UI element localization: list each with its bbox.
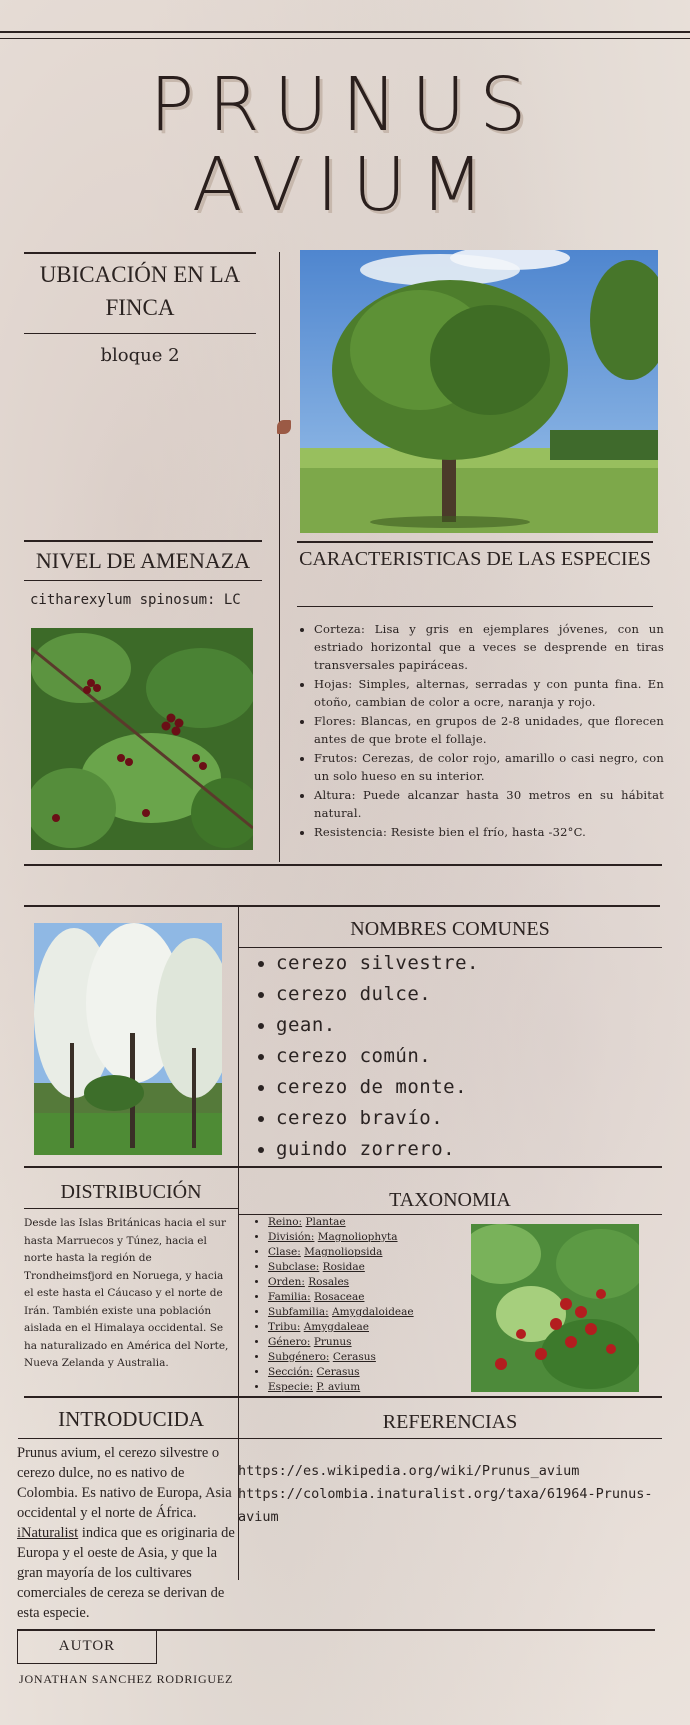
ubicacion-value: bloque 2 xyxy=(100,345,180,366)
page-title-line1: PRUNUS xyxy=(149,62,541,148)
reference-link[interactable]: https://colombia.inaturalist.org/taxa/61964-Prunus-avium xyxy=(238,1486,653,1525)
list-item: • cerezo de monte. xyxy=(276,1072,662,1103)
list-item: • gean. xyxy=(276,1010,662,1041)
autor-box xyxy=(17,1631,157,1664)
taxonomy-rank: División: xyxy=(268,1231,315,1243)
taxonomy-rank: Reino: xyxy=(268,1216,303,1228)
taxonomy-item xyxy=(268,1275,474,1290)
section2-bottom-rule xyxy=(24,864,662,866)
divider-vertical-1 xyxy=(279,252,280,862)
list-item: • Altura: Puede alcanzar hasta 30 metros en su hábitat natural. xyxy=(314,786,664,822)
taxonomy-rank: Subclase: xyxy=(268,1261,320,1273)
taxonomy-rank: Subgénero: xyxy=(268,1351,330,1363)
introducida-rule xyxy=(18,1438,238,1439)
caracteristicas-heading: CARACTERISTICAS DE LAS ESPECIES xyxy=(299,548,651,570)
nombres-list xyxy=(238,948,662,1165)
referencias-rule xyxy=(238,1438,662,1439)
taxonomy-rank: Orden: xyxy=(268,1276,305,1288)
taxonomy-rank: Tribu: xyxy=(268,1321,301,1333)
taxonomy-value-link[interactable]: P. avium xyxy=(316,1381,361,1393)
section3-top-rule xyxy=(24,905,660,907)
taxonomia-heading: TAXONOMIA xyxy=(389,1189,511,1211)
distribucion-heading: DISTRIBUCIÓN xyxy=(60,1181,202,1203)
referencias-heading: REFERENCIAS xyxy=(382,1411,518,1433)
leaf-icon xyxy=(277,420,291,434)
taxonomy-value-link[interactable]: Amygdaleae xyxy=(303,1321,369,1333)
taxonomy-value-link[interactable]: Rosales xyxy=(308,1276,350,1288)
caract-top-rule xyxy=(297,541,653,543)
taxonomy-value-link[interactable]: Rosidae xyxy=(322,1261,365,1273)
introducida-heading: INTRODUCIDA xyxy=(58,1407,204,1431)
amenaza-bottom-rule xyxy=(24,580,262,581)
introducida-text-after: indica que es originaria de Europa y el oeste de Asia, y que la gran mayoría de los cultivares comerciales de cereza se derivan de esta especie. xyxy=(17,1525,235,1621)
nombres-heading: NOMBRES COMUNES xyxy=(350,918,550,940)
section3-mid-rule xyxy=(24,1166,662,1168)
list-item: • guindo zorrero. xyxy=(276,1134,662,1165)
taxonomy-item xyxy=(268,1320,474,1335)
taxonomy-item xyxy=(268,1305,474,1320)
taxonomy-value-link[interactable]: Cerasus xyxy=(316,1366,360,1378)
autor-label: AUTOR xyxy=(58,1638,116,1654)
taxonomy-rank: Familia: xyxy=(268,1291,311,1303)
page-title-line2: AVIUM xyxy=(191,142,499,228)
taxonomy-rank: Subfamilia: xyxy=(268,1306,329,1318)
distribucion-rule xyxy=(24,1208,238,1209)
inaturalist-link[interactable]: iNaturalist xyxy=(17,1525,79,1541)
taxonomia-list xyxy=(254,1215,474,1395)
blossom-trees-photo xyxy=(34,923,222,1155)
caracteristicas-list xyxy=(300,620,664,842)
caract-bottom-rule xyxy=(297,606,653,607)
taxonomy-item xyxy=(268,1335,474,1350)
amenaza-value: citharexylum spinosum: LC xyxy=(30,592,241,608)
taxonomy-item xyxy=(268,1380,474,1395)
amenaza-top-rule xyxy=(24,540,262,542)
list-item: • cerezo bravío. xyxy=(276,1103,662,1134)
taxonomy-item xyxy=(268,1290,474,1305)
taxonomy-value-link[interactable]: Cerasus xyxy=(332,1351,376,1363)
taxonomy-value-link[interactable]: Magnoliophyta xyxy=(317,1231,398,1243)
top-rule xyxy=(0,31,690,33)
reference-link[interactable]: https://es.wikipedia.org/wiki/Prunus_avium xyxy=(238,1463,580,1479)
ubicacion-bottom-rule xyxy=(24,333,256,334)
taxonomy-rank: Sección: xyxy=(268,1366,314,1378)
taxonomy-value-link[interactable]: Prunus xyxy=(313,1336,352,1348)
introducida-text-before: Prunus avium, el cerezo silvestre o cerezo dulce, no es nativo de Colombia. Es nativo de Europa, Asia occidental y el norte de África. xyxy=(17,1445,232,1521)
top-rule-thin xyxy=(0,38,690,39)
section3-lower-rule xyxy=(24,1396,662,1398)
list-item: • Flores: Blancas, en grupos de 2-8 unidades, que florecen antes de que brote el follaje. xyxy=(314,712,664,748)
list-item: • cerezo dulce. xyxy=(276,979,662,1010)
list-item: • Corteza: Lisa y gris en ejemplares jóvenes, con un estriado horizontal que a veces se desprende en tiras transversales papiráceas. xyxy=(314,620,664,674)
introducida-text xyxy=(17,1443,239,1623)
distribucion-text: Desde las Islas Británicas hacia el sur hasta Marruecos y Túnez, hacia el norte hasta la región de Trondheimsfjord en Noruega, y hacia el este hasta el Cáucaso y el norte de Irán. También existe una población aislada en el Himalaya occidental. Se ha naturalizado en América del Norte, Nueva Zelanda y Australia. xyxy=(24,1217,229,1369)
ubicacion-heading: UBICACIÓN EN LA FINCA xyxy=(39,262,241,320)
taxonomy-rank: Género: xyxy=(268,1336,311,1348)
cherry-branch-photo xyxy=(31,628,253,850)
taxonomy-value-link[interactable]: Magnoliopsida xyxy=(304,1246,383,1258)
taxonomy-value-link[interactable]: Plantae xyxy=(305,1216,346,1228)
list-item: • cerezo silvestre. xyxy=(276,948,662,979)
referencias-list xyxy=(238,1460,688,1529)
taxonomy-item xyxy=(268,1350,474,1365)
taxonomy-rank: Clase: xyxy=(268,1246,301,1258)
list-item: • cerezo común. xyxy=(276,1041,662,1072)
amenaza-heading: NIVEL DE AMENAZA xyxy=(35,548,251,573)
taxonomy-value-link[interactable]: Rosaceae xyxy=(314,1291,365,1303)
taxonomy-rank: Especie: xyxy=(268,1381,313,1393)
taxonomy-item xyxy=(268,1215,474,1230)
taxonomy-value-link[interactable]: Amygdaloideae xyxy=(332,1306,414,1318)
taxonomy-item xyxy=(268,1365,474,1380)
list-item: • Resistencia: Resiste bien el frío, hasta -32°C. xyxy=(314,823,664,841)
taxonomy-item xyxy=(268,1230,474,1245)
taxonomy-item xyxy=(268,1245,474,1260)
list-item: • Frutos: Cerezas, de color rojo, amarillo o casi negro, con un solo hueso en su interior. xyxy=(314,749,664,785)
tree-photo xyxy=(300,250,658,533)
taxonomy-item xyxy=(268,1260,474,1275)
cherries-closeup-photo xyxy=(471,1224,639,1392)
list-item: • Hojas: Simples, alternas, serradas y con punta fina. En otoño, cambian de color a ocre, naranja y rojo. xyxy=(314,675,664,711)
ubicacion-top-rule xyxy=(24,252,256,254)
autor-name: JONATHAN SANCHEZ RODRIGUEZ xyxy=(19,1672,234,1686)
